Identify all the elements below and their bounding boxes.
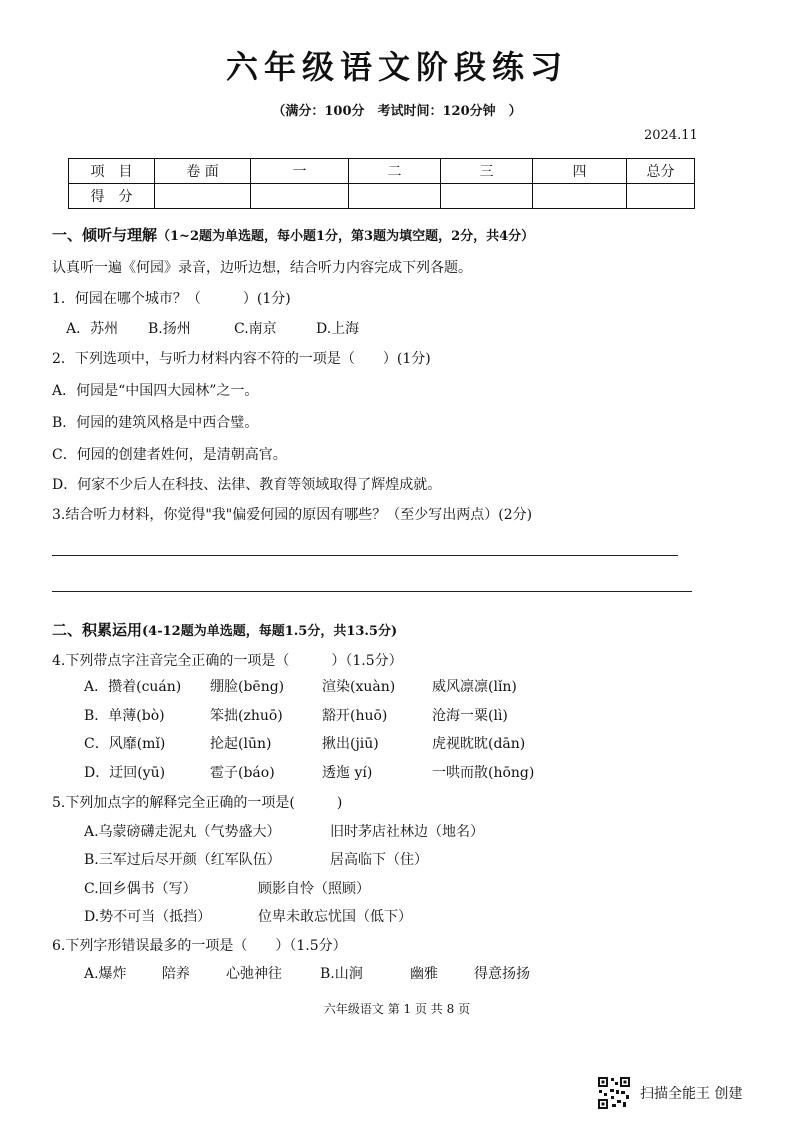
score-table-cell: 四 [533,159,627,184]
score-row-label: 得 分 [69,184,155,209]
question-3: 3.结合听力材料，你觉得"我"偏爱何园的原因有哪些？（至少写出两点）(2分) [52,507,533,523]
q4-option-b-4: 沧海一粟(lì) [432,708,508,724]
section2-note: (4-12题为单选题，每题1.5分，共13.5分) [142,624,398,639]
answer-line[interactable] [52,555,678,556]
question-4: 4.下列带点字注音完全正确的一项是（ ）（1.5分） [52,653,403,669]
section1-note: （1~2题为单选题，每小题1分，第3题为填空题，2分，共4分） [157,229,535,244]
scanner-watermark: 扫描全能王 创建 [640,1086,743,1102]
q4-option-b-3: 豁开(huō) [322,708,388,724]
q2-option-d: D．何家不少后人在科技、法律、教育等领域取得了辉煌成就。 [52,477,442,493]
q4-option-c-3: 揪出(jiū) [322,736,379,752]
q6-option-6: 得意扬扬 [474,966,530,982]
q6-option-3: 心弛神往 [226,966,282,982]
q2-option-a: A．何园是“中国四大园林”之一。 [52,383,259,399]
q5-option-d-2: 位卑未敢忘忧国（低下） [258,909,412,925]
q5-option-c-2: 顾影自怜（照顾） [258,881,370,897]
q4-option-d-4: 一哄而散(hōng) [432,765,535,781]
score-table-cell: 卷 面 [155,159,251,184]
q6-option-5: 幽雅 [410,966,438,982]
q5-option-b-2: 居高临下（住） [330,852,428,868]
q4-option-d-1: D．迂回(yū) [84,765,166,781]
section2-header [52,619,397,640]
q4-option-b-2: 笨拙(zhuō) [210,708,283,724]
q1-option-c: C.南京 [234,321,277,337]
q4-option-d-2: 雹子(báo) [210,765,275,781]
score-input-cell[interactable] [441,184,533,209]
q5-option-a-1: A.乌蒙磅礴走泥丸（气势盛大） [84,824,281,840]
page-title: 六年级语文阶段练习 [225,48,568,86]
score-input-cell[interactable] [627,184,695,209]
q2-option-c: C．何园的创建者姓何，是清朝高官。 [52,447,287,463]
qr-code-icon [597,1076,631,1110]
answer-line[interactable] [52,591,692,592]
q4-option-c-4: 虎视眈眈(dān) [432,736,526,752]
section1-heading: 一、倾听与理解 [52,226,158,244]
q4-option-a-1: A．攒着(cuán) [84,679,182,695]
score-input-cell[interactable] [251,184,349,209]
score-table-cell: 项 目 [69,159,155,184]
score-input-cell[interactable] [349,184,441,209]
q4-option-a-4: 威风凛凛(lǐn) [432,679,517,695]
q4-option-c-2: 抡起(lūn) [210,736,272,752]
q5-option-a-2: 旧时茅店社林边（地名） [330,824,484,840]
q1-option-d: D.上海 [316,321,360,337]
q1-option-b: B.扬州 [148,321,191,337]
score-table-cell: 一 [251,159,349,184]
section2-heading: 二、积累运用 [52,621,143,639]
q6-option-4: B.山涧 [320,966,363,982]
score-table-score-row [69,184,695,209]
q4-option-d-3: 透迤 yí) [322,765,373,781]
section1-intro: 认真听一遍《何园》录音，边听边想，结合听力内容完成下列各题。 [52,260,472,276]
question-5: 5.下列加点字的解释完全正确的一项是( ) [52,795,343,811]
q6-option-1: A.爆炸 [84,966,127,982]
q6-option-2: 陪养 [162,966,190,982]
score-table [68,158,695,209]
question-1: 1．何园在哪个城市？（ ）(1分) [52,291,291,307]
score-table-cell: 二 [349,159,441,184]
q4-option-b-1: B．单薄(bò) [84,708,165,724]
q4-option-c-1: C．风靡(mǐ) [84,736,166,752]
q4-option-a-3: 渲染(xuàn) [322,679,396,695]
score-table-cell: 三 [441,159,533,184]
exam-info: （满分：100分 考试时间：120分钟 ） [272,104,522,119]
q5-option-d-1: D.势不可当（抵挡） [84,909,212,925]
section1-header [52,224,534,245]
q4-option-a-2: 绷脸(bēng) [210,679,285,695]
q2-option-b: B．何园的建筑风格是中西合璧。 [52,415,259,431]
score-input-cell[interactable] [155,184,251,209]
question-6: 6.下列字形错误最多的一项是（ ）（1.5分） [52,938,347,954]
page-footer: 六年级语文 第 1 页 共 8 页 [323,1002,471,1016]
q5-option-c-1: C.回乡偶书（写） [84,881,197,897]
exam-date: 2024.11 [644,128,698,143]
score-input-cell[interactable] [533,184,627,209]
question-2: 2．下列选项中，与听力材料内容不符的一项是（ ）(1分) [52,351,431,367]
score-table-cell: 总分 [627,159,695,184]
q1-option-a: A．苏州 [66,321,119,337]
q5-option-b-1: B.三军过后尽开颜（红军队伍） [84,852,281,868]
score-table-header-row [69,159,695,184]
